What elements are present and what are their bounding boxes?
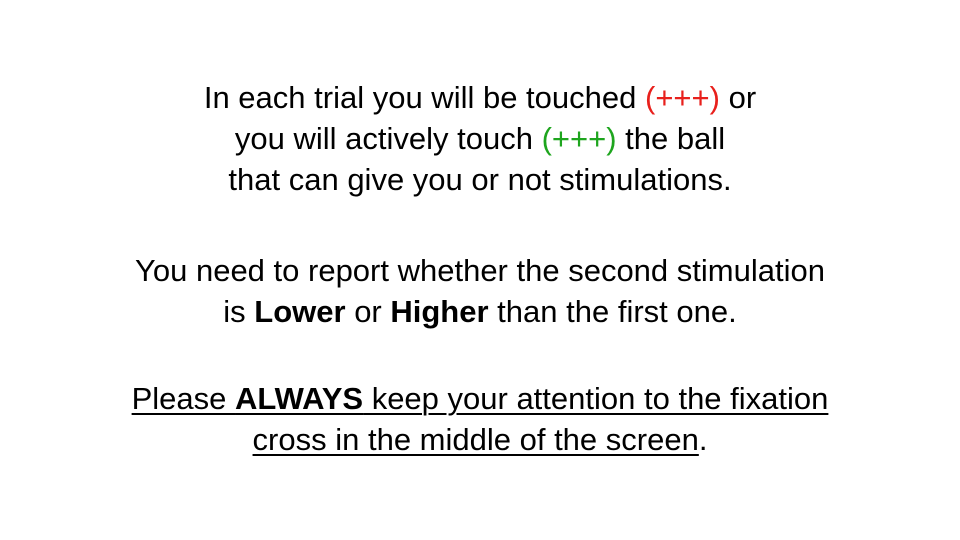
attention-paragraph [0, 378, 960, 460]
attention-period: . [698, 422, 708, 457]
attention-text: keep your attention to the fixation [363, 381, 829, 416]
always-emphasis: ALWAYS [235, 381, 364, 416]
trial-text: the ball [616, 121, 726, 156]
trial-line-3: that can give you or not stimulations. [228, 162, 732, 197]
report-line-2 [0, 291, 960, 332]
report-text: than the first one. [488, 294, 737, 329]
trial-line-2 [0, 118, 960, 159]
trial-text: or [719, 80, 757, 115]
lower-option-label: Lower [254, 294, 346, 329]
higher-option-label: Higher [390, 294, 489, 329]
active-touch-marker: (+++) [541, 121, 617, 156]
trial-text: you will actively touch [234, 121, 542, 156]
trial-line-1 [0, 77, 960, 118]
attention-line-2 [0, 419, 960, 460]
report-text: is [223, 294, 255, 329]
trial-text: In each trial you will be touched [203, 80, 645, 115]
attention-line-1 [0, 378, 960, 419]
report-instruction-paragraph [0, 250, 960, 332]
passive-touch-marker: (+++) [645, 80, 720, 115]
attention-text: Please [131, 381, 236, 416]
attention-text: cross in the middle of the screen [252, 422, 699, 457]
report-line-1: You need to report whether the second stimulation [135, 253, 825, 288]
report-text: or [345, 294, 391, 329]
trial-description-paragraph [0, 77, 960, 200]
